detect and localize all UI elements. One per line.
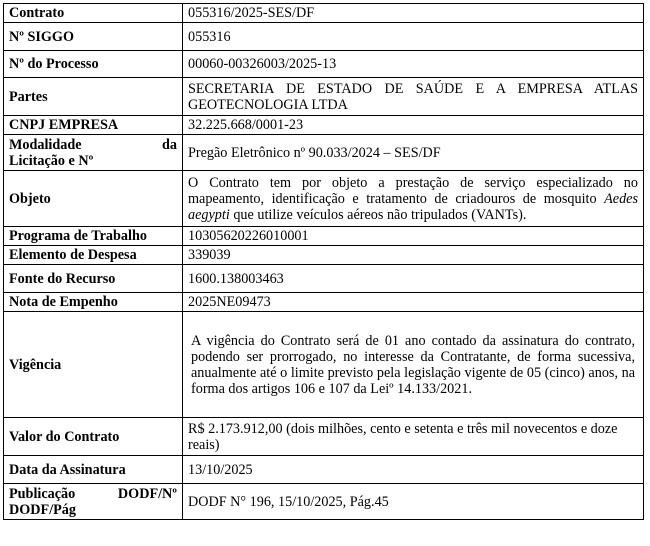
row-label-line2: DODF/Pág: [9, 501, 76, 518]
row-value: [183, 171, 644, 227]
row-value: 2025NE09473: [183, 293, 644, 312]
table-row: [4, 293, 644, 312]
row-value: DODF N° 196, 15/10/2025, Pág.45: [183, 484, 644, 520]
row-label: Objeto: [4, 171, 183, 227]
row-label-line1: Publicação DODF/Nº: [9, 485, 177, 502]
table-row: [4, 171, 644, 227]
table-row: [4, 456, 644, 484]
row-label: Vigência: [4, 312, 183, 418]
row-value: Pregão Eletrônico nº 90.033/2024 – SES/DF: [183, 135, 644, 171]
row-label: Nº do Processo: [4, 51, 183, 78]
row-label: Nº SIGGO: [4, 23, 183, 51]
table-row: [4, 227, 644, 246]
row-value: 339039: [183, 246, 644, 265]
table-row: [4, 78, 644, 116]
row-value: R$ 2.173.912,00 (dois milhões, cento e setenta e três mil novecentos e doze reais): [183, 418, 644, 456]
row-value: 055316: [183, 23, 644, 51]
row-label: Partes: [4, 78, 183, 116]
row-label-line1: Modalidade da: [9, 136, 177, 153]
row-label: [4, 135, 183, 171]
object-text-species: Aedes aegypti: [188, 190, 638, 223]
table-row: [4, 484, 644, 520]
row-label: Nota de Empenho: [4, 293, 183, 312]
row-label: Data da Assinatura: [4, 456, 183, 484]
row-label-line2: Licitação e Nº: [9, 152, 94, 169]
table-row: [4, 246, 644, 265]
object-text-end: que utilize veículos aéreos não tripulados (VANTs).: [229, 206, 527, 223]
contract-summary-table: [3, 3, 644, 520]
row-value: SECRETARIA DE ESTADO DE SAÚDE E A EMPRESA ATLAS GEOTECNOLOGIA LTDA: [183, 78, 644, 116]
table-row: [4, 116, 644, 135]
object-text-start: O Contrato tem por objeto a prestação de serviço especializado no mapeamento, identificação e tratamento de criadouros de mosquito: [188, 174, 638, 207]
row-label: [4, 484, 183, 520]
table-row: [4, 265, 644, 293]
table-row: [4, 51, 644, 78]
row-value: 13/10/2025: [183, 456, 644, 484]
row-label: Contrato: [4, 4, 183, 23]
table-row: [4, 312, 644, 418]
row-label: CNPJ EMPRESA: [4, 116, 183, 135]
table-row: [4, 135, 644, 171]
row-value: A vigência do Contrato será de 01 ano contado da assinatura do contrato, podendo ser prorrogado, no interesse da Contratante, de forma sucessiva, anualmente até o limite previsto pela legislação vigente de 05 (cinco) anos, na forma dos artigos 106 e 107 da Leiº 14.133/2021.: [183, 312, 644, 418]
row-value: 055316/2025-SES/DF: [183, 4, 644, 23]
row-label: Elemento de Despesa: [4, 246, 183, 265]
row-label: Programa de Trabalho: [4, 227, 183, 246]
row-label: Fonte do Recurso: [4, 265, 183, 293]
table-row: [4, 23, 644, 51]
table-row: [4, 4, 644, 23]
row-value: 10305620226010001: [183, 227, 644, 246]
row-value: 00060-00326003/2025-13: [183, 51, 644, 78]
row-value: 32.225.668/0001-23: [183, 116, 644, 135]
row-label: Valor do Contrato: [4, 418, 183, 456]
row-value: 1600.138003463: [183, 265, 644, 293]
table-row: [4, 418, 644, 456]
